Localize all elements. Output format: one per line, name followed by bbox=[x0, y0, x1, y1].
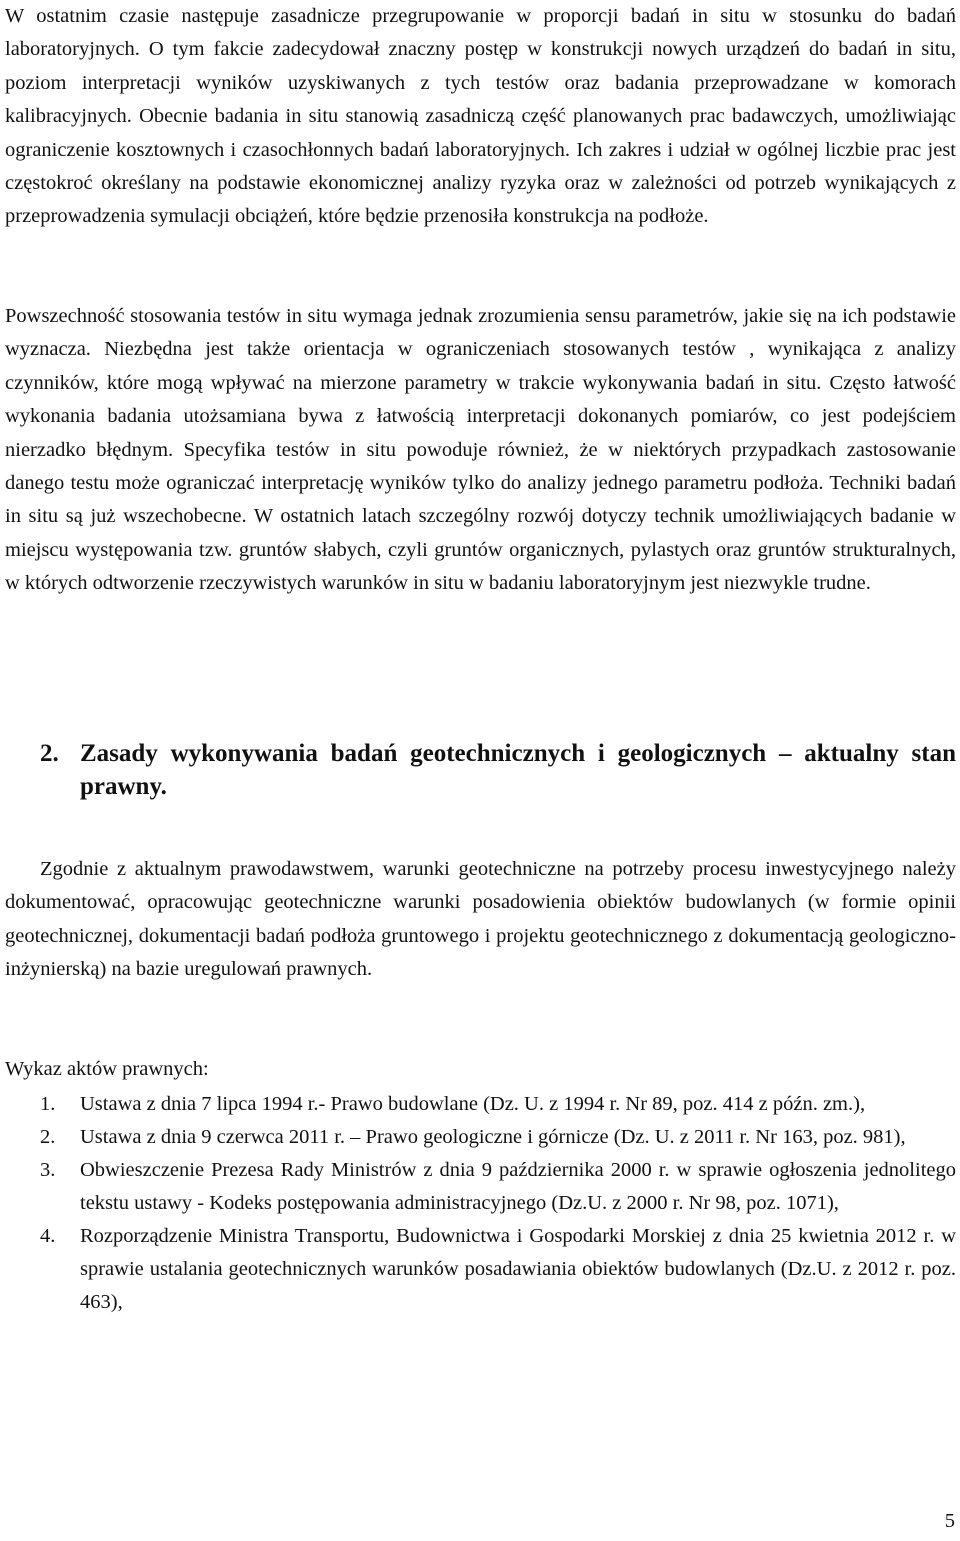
list-item bbox=[0, 1088, 956, 1121]
section-title: Zasady wykonywania badań geotechnicznych i geologicznych – aktualny stan prawny. bbox=[80, 740, 956, 800]
section-heading bbox=[40, 737, 956, 803]
body-paragraph-in-situ-limitations: Powszechność stosowania testów in situ wymaga jednak zrozumienia sensu parametrów, jakie się na ich podstawie wyznacza. Niezbędna jest także orientacja w ograniczeniach stosowanych testów , wynikająca z analizy czynników, które mogą wpływać na mierzone parametry w trakcie wykonywania badań in situ. Często łatwość wykonania badania utożsamiana bywa z łatwością interpretacji dokonanych pomiarów, co jest podejściem nierzadko błędnym. Specyfika testów in situ powoduje również, że w niektórych przypadkach zastosowanie danego testu może ograniczać interpretację wyników tylko do analizy jednego parametru podłoża. Techniki badań in situ są już wszechobecne. W ostatnich latach szczególny rozwój dotyczy technik umożliwiających badanie w miejscu występowania tzw. gruntów słabych, czyli gruntów organicznych, pylastych oraz gruntów strukturalnych, w których odtworzenie rzeczywistych warunków in situ w badaniu laboratoryjnym jest niezwykle trudne. bbox=[5, 305, 956, 595]
list-item-text: Rozporządzenie Ministra Transportu, Budownictwa i Gospodarki Morskiej z dnia 25 kwietnia 2012 r. w sprawie ustalania geotechnicznych warunków posadawiania obiektów budowlanych (Dz.U. z 2012 r. poz. 463), bbox=[80, 1225, 956, 1313]
page-number: 5 bbox=[944, 1510, 955, 1532]
section-number: 2. bbox=[40, 740, 59, 767]
list-item bbox=[0, 1121, 956, 1154]
legal-acts-label: Wykaz aktów prawnych: bbox=[5, 1058, 209, 1080]
list-item-text: Ustawa z dnia 9 czerwca 2011 r. – Prawo geologiczne i górnicze (Dz. U. z 2011 r. Nr 163, poz. 981), bbox=[80, 1126, 906, 1148]
section-intro-paragraph: Zgodnie z aktualnym prawodawstwem, warunki geotechniczne na potrzeby procesu inwestycyjnego należy dokumentować, opracowując geotechniczne warunki posadowienia obiektów budowlanych (w formie opinii geotechnicznej, dokumentacji badań podłoża gruntowego i projektu geotechnicznego z dokumentacją geologiczno-inżynierską) na bazie uregulowań prawnych. bbox=[5, 858, 956, 981]
legal-acts-list bbox=[0, 1088, 956, 1319]
list-item bbox=[0, 1154, 956, 1220]
list-item-text: Obwieszczenie Prezesa Rady Ministrów z dnia 9 października 2000 r. w sprawie ogłoszenia jednolitego tekstu ustawy - Kodeks postępowania administracyjnego (Dz.U. z 2000 r. Nr 98, poz. 1071), bbox=[80, 1159, 956, 1214]
body-paragraph-in-situ-trends: W ostatnim czasie następuje zasadnicze przegrupowanie w proporcji badań in situ w stosunku do badań laboratoryjnych. O tym fakcie zadecydował znaczny postęp w konstrukcji nowych urządzeń do badań in situ, poziom interpretacji wyników uzyskiwanych z tych testów oraz badania przeprowadzane w komorach kalibracyjnych. Obecnie badania in situ stanowią zasadniczą część planowanych prac badawczych, umożliwiając ograniczenie kosztownych i czasochłonnych badań laboratoryjnych. Ich zakres i udział w ogólnej liczbie prac jest częstokroć określany na podstawie ekonomicznej analizy ryzyka oraz w zależności od potrzeb wynikających z przeprowadzenia symulacji obciążeń, które będzie przenosiła konstrukcja na podłoże. bbox=[5, 5, 956, 228]
list-item-number: 2. bbox=[40, 1126, 56, 1148]
list-item-number: 1. bbox=[40, 1093, 56, 1115]
list-item-number: 3. bbox=[40, 1159, 56, 1181]
list-item-text: Ustawa z dnia 7 lipca 1994 r.- Prawo budowlane (Dz. U. z 1994 r. Nr 89, poz. 414 z późn. zm.), bbox=[80, 1093, 866, 1115]
list-item-number: 4. bbox=[40, 1225, 56, 1247]
list-item bbox=[0, 1220, 956, 1319]
